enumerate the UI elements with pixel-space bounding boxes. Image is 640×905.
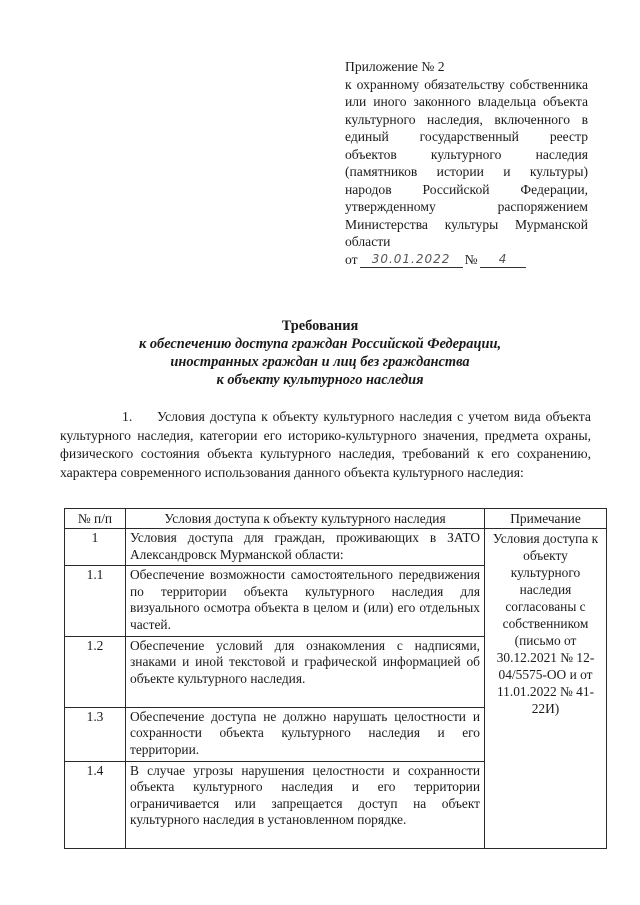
appendix-body-last-word: области [345, 234, 391, 249]
header-number: № п/п [65, 509, 126, 529]
appendix-title: Приложение № 2 [345, 59, 445, 74]
requirements-table [64, 508, 607, 849]
row-text: Условия доступа для граждан, проживающих в ЗАТО Александровск Мурманской области: [126, 529, 485, 566]
row-number: 1.3 [65, 707, 126, 761]
row-number: 1.2 [65, 636, 126, 707]
document-title [60, 317, 580, 389]
date-value: 30.01.2022 [360, 251, 463, 268]
intro-text: Условия доступа к объекту культурного наследия с учетом вида объекта культурного наследия, категории его историко-культурного значения, предмета охраны, физического состояния объекта культурного наследия, требований к его сохранению, характера современного использования данного объекта культурного наследия: [60, 409, 592, 480]
row-number: 1.4 [65, 761, 126, 848]
appendix-body-text: к охранному обязательству собственника или иного законного владельца объекта культурного наследия, включенного в единый государственный реестр объектов культурного наследия (памятников истории и культуры) народов Российской Федерации, утвержденному распоряжением Министерства культуры Мурманской [345, 76, 588, 232]
title-line-4: к объекту культурного наследия [216, 372, 424, 388]
number-value: 4 [480, 251, 526, 268]
header-note: Примечание [485, 509, 607, 529]
note-cell: Условия доступа к объекту культурного наследия согласованы с собственником (письмо от 30.12.2021 № 12-04/5575-ОО и от 11.01.2022 № 41-22И) [485, 529, 607, 849]
intro-paragraph [60, 408, 591, 482]
row-number: 1.1 [65, 566, 126, 636]
table-row [65, 529, 607, 566]
intro-number: 1. [122, 409, 133, 424]
appendix-body [345, 76, 588, 251]
header-conditions: Условия доступа к объекту культурного наследия [126, 509, 485, 529]
date-label: от [345, 251, 358, 267]
row-number: 1 [65, 529, 126, 566]
title-line-3: иностранных граждан и лиц без гражданства [170, 354, 470, 370]
appendix-block [345, 58, 588, 268]
row-text: Обеспечение возможности самостоятельного передвижения по территории объекта культурного наследия для визуального осмотра объекта в целом и (или) его отдельных частей. [126, 566, 485, 636]
row-text: В случае угрозы нарушения целостности и сохранности объекта культурного наследия и его территории ограничивается или запрещается доступ на объект культурного наследия в установленном порядке. [126, 761, 485, 848]
row-text: Обеспечение доступа не должно нарушать целостности и сохранности объекта культурного наследия и его территории. [126, 707, 485, 761]
table-header-row [65, 509, 607, 529]
row-text: Обеспечение условий для ознакомления с надписями, знаками и иной текстовой и графической информацией об объекте культурного наследия. [126, 636, 485, 707]
number-label: № [464, 251, 478, 267]
appendix-date-line [345, 251, 588, 269]
title-line-1: Требования [281, 318, 359, 334]
title-line-2: к обеспечению доступа граждан Российской Федерации, [138, 336, 502, 352]
